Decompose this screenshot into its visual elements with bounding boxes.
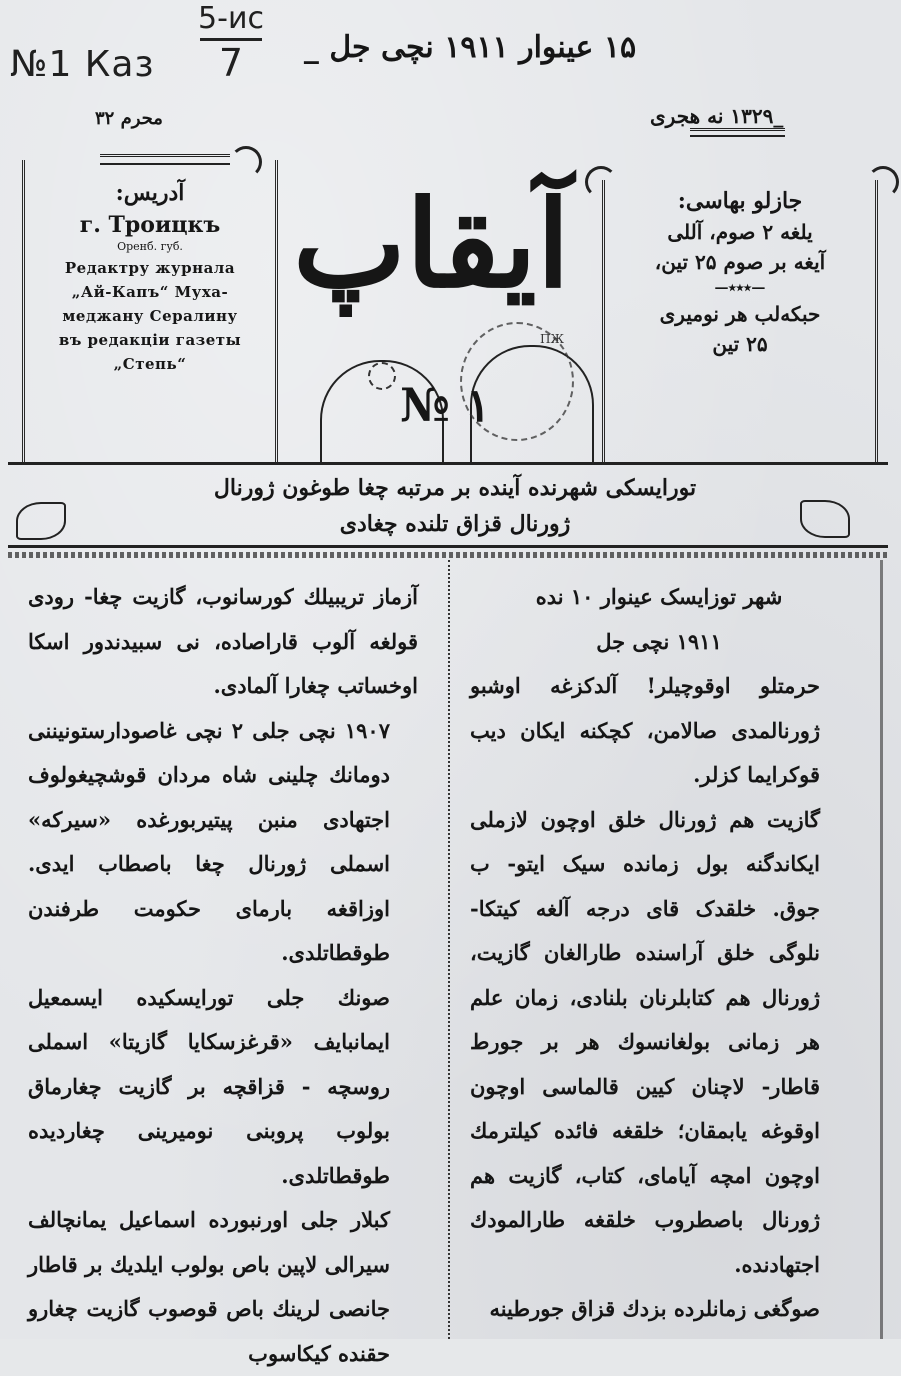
address-city: г. Троицкъ (79, 212, 221, 238)
address-line: Редактру журнала (64, 259, 236, 277)
leaf-ornament-right-icon (800, 500, 850, 538)
address-line: въ редакціи газеты (58, 331, 242, 349)
small-rosette-icon (368, 362, 396, 390)
price-line: یلغه ۲ صوم، آللی (667, 220, 813, 244)
masthead-title: آیقاپ (293, 174, 570, 315)
subscription-price-box (602, 180, 878, 465)
address-heading: آدریس: (115, 180, 185, 206)
catalog-mark: №1 Каз (10, 44, 155, 85)
article-right-column (470, 575, 848, 1332)
price-heading: جازلو بهاسی: (677, 188, 803, 214)
paragraph: کبلار جلی اورنبورده اسماعیل یمانچالف سیرالی لاپین باص بولوب ایلدیك بر قاطار جانصی لرینك باص قوصوب گازیت چغارو حقنده کیکاسوب (28, 1207, 390, 1366)
single-copy-price: ۲۵ تین (712, 332, 768, 356)
paragraph: آزماز تریبیلك کورسانوب، گازیت چغا- رودی قولغه آلوب قاراصاده، نی سبیدندور اسکا اوخساتب چغارا آلمادی. (28, 584, 418, 698)
muharram-date: محرم ۳۲ (95, 108, 163, 129)
address-box (22, 160, 278, 465)
issue-number: № ۱ (400, 378, 491, 432)
slogan-line-2: ژورنال قزاق تلنده چغادی (339, 511, 571, 537)
single-copy-label: حبکه‌لب هر نومیری (659, 302, 821, 326)
address-line: меджану Сералину (62, 307, 238, 325)
wavy-rule (8, 552, 888, 558)
ornament-top-left (100, 154, 230, 165)
address-line: „Ай-Капъ“ Муха- (71, 283, 229, 301)
paragraph: صوگغی زمانلرده بزدك قزاق جورطینه (489, 1296, 820, 1321)
slogan-rule (8, 545, 888, 548)
article-dateline: شهر توزایسک عینوار ۱۰ نده (535, 584, 783, 609)
fraction-denominator: 7 (218, 41, 244, 85)
ornament-curl-icon (867, 166, 899, 198)
ornament-top-right (690, 128, 785, 137)
price-line: آیغه بر صوم ۲۵ تین، (654, 250, 826, 274)
address-line: „Степь“ (113, 355, 187, 373)
ornament-curl-icon (230, 146, 262, 178)
slogan-line-1: تورایسکی شهرنده آینده بر مرتبه چغا طوغون ژورنال (213, 475, 697, 501)
gregorian-date: ۱۵ عینوار ۱۹۱۱ نچی جل _ (303, 30, 637, 65)
article-dateline-year: ۱۹۱۱ نچی جل (596, 628, 722, 654)
header-rule (8, 462, 888, 465)
slogan (150, 470, 760, 542)
fraction-numerator: 5-ис (198, 1, 264, 36)
paragraph: گازیت هم ژورنال خلق اوچون لازملی ایکاندگنه بول زمانده سیک ایتو- ب جوق. خلقدک قای درجه آلغه کیتکا- نلوگی خلق آراسنده طارالغان گازیت، ژورنال هم کتابلرنان بلنادی، زمان علم هر زمانی بولغانسوك هر بر جورط قاطار- لاچنان کیین قالماسی اوچون اوقوغه یابمقان؛ خلقغه فائده کیلترمك اوچون امچه آیامای، کتاب، گازیت هم ژورنال باصطروب خلقغه طارالمودك اجتهادنده. (470, 806, 820, 1277)
catalog-fraction (196, 2, 266, 83)
article-left-column (28, 575, 418, 1376)
column-divider (448, 560, 450, 1339)
hijri-date: _۱۳۲۹ نه هجری (650, 104, 784, 128)
postmark-text: ПЖ (540, 332, 564, 346)
paragraph: صونك جلی تورایسکیده ایسمعیل ایمانبایف «قرغزسکایا گازیتا» اسملی روسچه - قزاقچه بر گازیت چغارماق بولوب پروبنی نومیرینی چغاردیده طوقطاتلدی. (28, 984, 390, 1188)
paragraph: ۱۹۰۷ نچی جلی ۲ نچی غاصودارستونیننی دومانك چلینی شاه مردان قوشچیغولوف اجتهادی منبن پیتیربورغده «سیرکه» اسملی ژورنال چغا باصطاب ایدی. اوزاقغه بارمای حکومت طرفندن طوقطاتلدی. (28, 717, 390, 965)
address-region: Оренб. губ. (117, 240, 183, 253)
paragraph: حرمتلو اوقوچیلر! آلدکزغه اوشبو ژورنالمدی صالامن، کچکنه ایکان دیب قوکرایما کزلر. (470, 673, 820, 787)
leaf-ornament-left-icon (16, 502, 66, 540)
page-edge (880, 560, 883, 1339)
ornament-curl-icon (585, 166, 617, 198)
price-separator: —٭٭٭— (714, 280, 766, 296)
